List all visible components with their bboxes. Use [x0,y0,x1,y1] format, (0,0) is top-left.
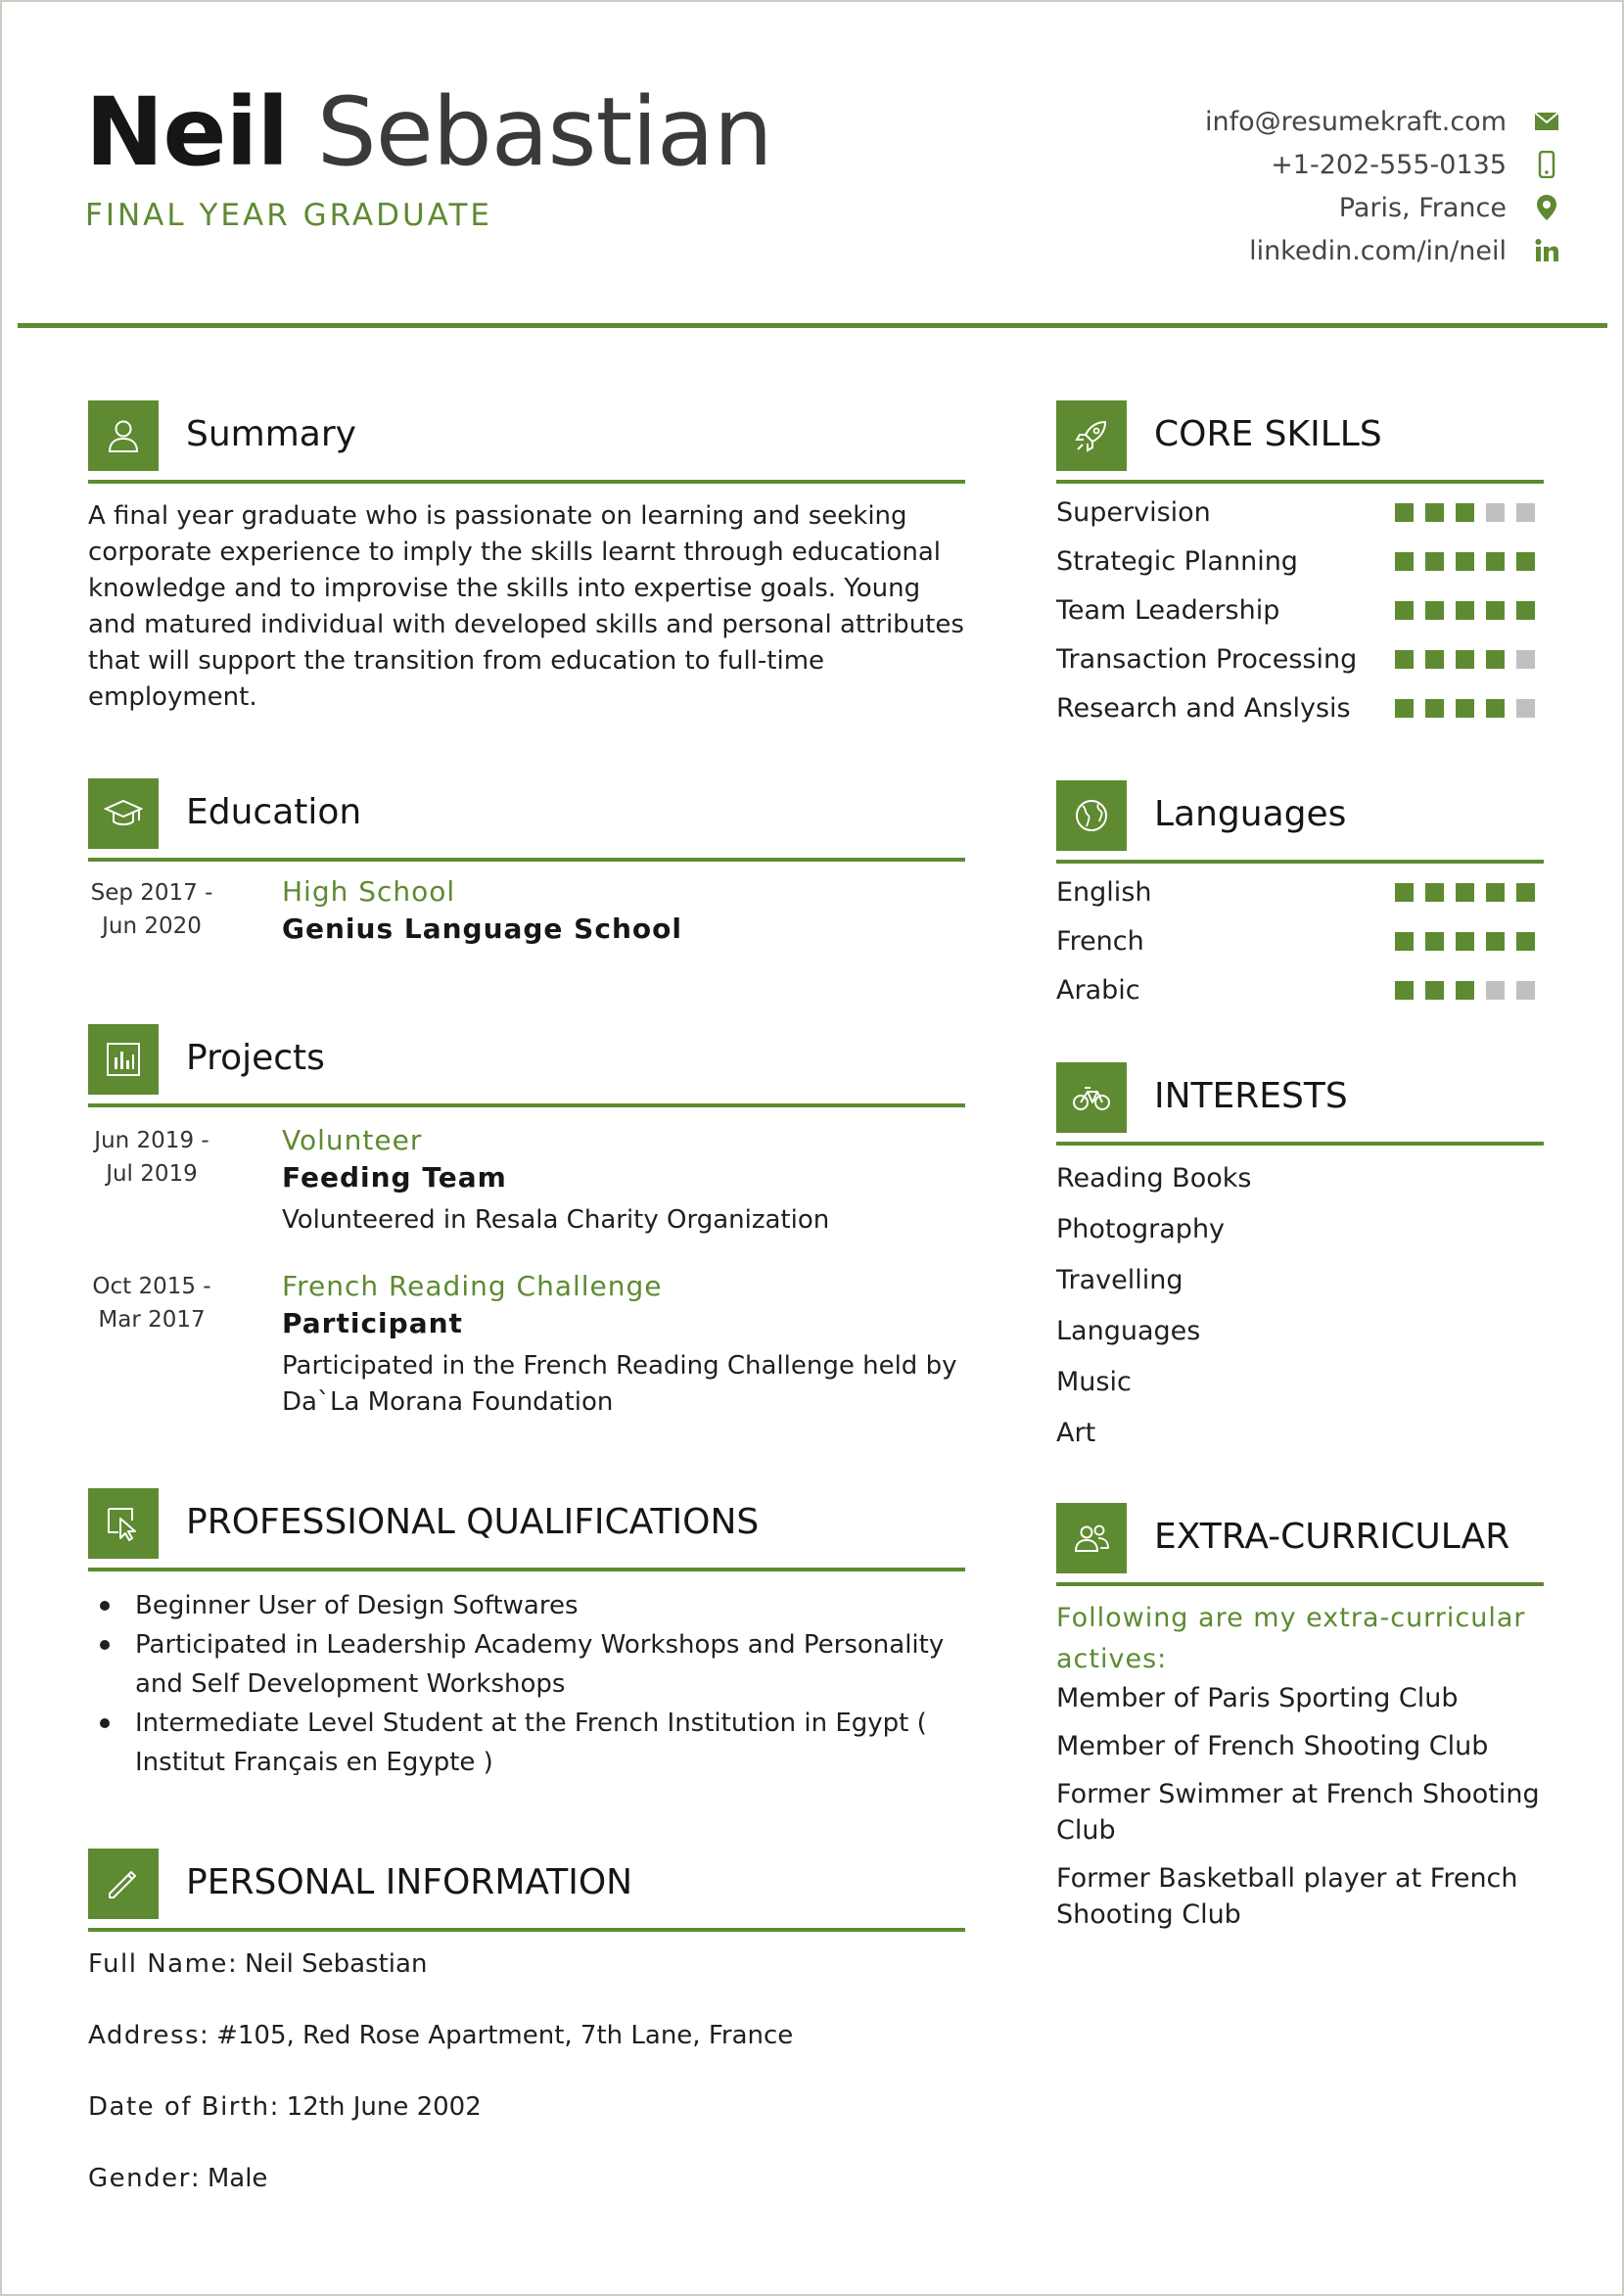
bicycle-icon [1056,1062,1127,1133]
project-date [88,1124,215,1191]
bar-chart-icon [88,1024,159,1095]
projects-section [88,1024,969,1417]
language-rating [1395,981,1547,1000]
rating-dot-empty [1516,981,1535,1000]
languages-header [1056,780,1546,851]
rating-dot-filled [1425,981,1444,1000]
interests-title: INTERESTS [1154,1076,1348,1116]
rating-dot-empty [1486,981,1505,1000]
first-name: Neil [85,77,289,187]
personal-label: Date of Birth [88,2092,270,2122]
skill-rating [1395,699,1547,718]
personal-value: : #105, Red Rose Apartment, 7th Lane, France [200,2021,794,2050]
rating-dot-filled [1516,883,1535,902]
skill-name: Supervision [1056,497,1211,528]
globe-icon [1056,780,1127,851]
extra-curricular-content [1056,1598,1546,1945]
skill-row [1056,493,1546,542]
education-details [282,873,682,948]
skills-section [1056,400,1546,724]
rating-dot-filled [1456,981,1474,1000]
language-row [1056,922,1546,971]
skills-title: CORE SKILLS [1154,414,1382,454]
personal-row [88,2161,969,2232]
rating-dot-filled [1486,883,1505,902]
skill-name: Strategic Planning [1056,546,1298,577]
interest-item: Music [1056,1367,1132,1397]
project-name: French Reading Challenge [282,1270,663,1302]
personal-info-header [88,1849,969,1919]
contact-email[interactable] [1052,100,1561,143]
rating-dot-filled [1425,699,1444,718]
skills-list [1056,493,1546,738]
rating-dot-filled [1456,601,1474,620]
language-name: French [1056,926,1144,957]
rating-dot-empty [1486,503,1505,522]
rating-dot-empty [1516,699,1535,718]
extra-curricular-rule [1056,1582,1544,1586]
date-end: Mar 2017 [98,1307,206,1333]
personal-label: Full Name [88,1949,228,1979]
rating-dot-filled [1395,552,1414,571]
summary-header [88,400,969,471]
cursor-click-icon [88,1488,159,1559]
personal-row [88,1946,969,2018]
education-header [88,778,969,849]
skill-rating [1395,650,1547,669]
project-description: Volunteered in Resala Charity Organization [282,1205,830,1235]
skill-row [1056,640,1546,689]
interests-rule [1056,1142,1544,1146]
language-row [1056,971,1546,1020]
rating-dot-filled [1456,932,1474,951]
languages-rule [1056,860,1544,864]
rating-dot-filled [1395,503,1414,522]
contact-block [1052,100,1561,272]
rating-dot-filled [1425,503,1444,522]
project-description: Participated in the French Reading Challenge held by Da`La Morana Foundation [282,1351,957,1417]
skill-name: Team Leadership [1056,595,1280,626]
date-end: Jul 2019 [106,1161,198,1187]
project-name: Volunteer [282,1124,423,1156]
rating-dot-filled [1425,932,1444,951]
school-name: Genius Language School [282,913,682,945]
project-role: Feeding Team [282,1161,507,1194]
project-entry [88,1270,969,1417]
graduation-cap-icon [88,778,159,849]
extra-curricular-section [1056,1503,1546,1930]
skill-rating [1395,552,1547,571]
interests-section [1056,1062,1546,1448]
list-item: Participated in Leadership Academy Workshops and Personality and Self Development Workshops [88,1625,969,1704]
qualifications-list [88,1586,969,1782]
header-divider [18,323,1607,328]
interest-item: Travelling [1056,1265,1183,1295]
personal-info-section [88,1849,969,2193]
skill-rating [1395,503,1547,522]
rating-dot-filled [1486,650,1505,669]
interest-item: Reading Books [1056,1163,1252,1194]
summary-rule [88,480,965,484]
interest-item: Art [1056,1418,1096,1448]
extra-curricular-lead: Following are my extra-curricular actives: [1056,1603,1526,1674]
rating-dot-empty [1516,650,1535,669]
projects-rule [88,1103,965,1107]
pencil-icon [88,1849,159,1919]
language-rating [1395,932,1547,951]
list-item: Beginner User of Design Softwares [88,1586,969,1625]
resume-header [2,2,1622,325]
skill-row [1056,542,1546,591]
rating-dot-empty [1516,503,1535,522]
extra-curricular-header [1056,1503,1546,1573]
interests-header [1056,1062,1546,1133]
qualifications-header [88,1488,969,1559]
skill-name: Research and Anslysis [1056,693,1351,724]
language-rating [1395,883,1547,902]
summary-title: Summary [186,414,356,454]
last-name: Sebastian [316,77,772,187]
date-start: Oct 2015 - [92,1274,211,1299]
language-name: Arabic [1056,975,1140,1006]
summary-section [88,400,969,712]
skill-name: Transaction Processing [1056,644,1358,675]
contact-email-text[interactable]: info@resumekraft.com [1205,106,1507,137]
skill-row [1056,689,1546,738]
user-icon [88,400,159,471]
personal-info-title: PERSONAL INFORMATION [186,1862,633,1902]
personal-value: : Male [190,2164,268,2193]
skills-header [1056,400,1546,471]
rating-dot-filled [1486,932,1505,951]
rocket-icon [1056,400,1127,471]
rating-dot-filled [1456,503,1474,522]
rating-dot-filled [1516,552,1535,571]
contact-linkedin[interactable] [1052,229,1561,272]
group-icon [1056,1503,1127,1573]
personal-label: Address [88,2021,201,2050]
rating-dot-filled [1486,601,1505,620]
contact-phone[interactable] [1052,143,1561,186]
degree: High School [282,875,456,908]
projects-title: Projects [186,1038,325,1078]
education-rule [88,858,965,862]
rating-dot-filled [1516,601,1535,620]
languages-title: Languages [1154,794,1347,834]
rating-dot-filled [1456,699,1474,718]
list-item: Intermediate Level Student at the French Institution in Egypt ( Institut Français en Egypte ) [88,1704,969,1782]
skills-rule [1056,480,1544,484]
interest-item: Photography [1056,1214,1226,1244]
education-date [88,876,215,943]
rating-dot-filled [1425,883,1444,902]
contact-location-text: Paris, France [1338,192,1507,223]
extra-curricular-item: Member of Paris Sporting Club [1056,1683,1459,1713]
date-start: Sep 2017 - [90,880,213,906]
personal-row [88,2018,969,2089]
qualifications-rule [88,1568,965,1571]
personal-label: Gender [88,2164,191,2193]
qualifications-section [88,1488,969,1777]
extra-curricular-item: Former Swimmer at French Shooting Club [1056,1779,1540,1846]
education-section [88,778,969,945]
rating-dot-filled [1395,699,1414,718]
linkedin-icon [1532,236,1561,265]
envelope-icon [1532,107,1561,136]
skill-row [1056,591,1546,640]
extra-curricular-item: Member of French Shooting Club [1056,1731,1489,1761]
rating-dot-filled [1456,883,1474,902]
extra-curricular-item: Former Basketball player at French Shooting Club [1056,1863,1518,1930]
rating-dot-filled [1486,699,1505,718]
summary-text: A final year graduate who is passionate on learning and seeking corporate experience to imply the skills learnt through educational knowledge and to improvise the skills into expertise goals. Young and matured individual with developed skills and personal attributes that will support the transition from education to full-time employment. [88,501,964,712]
rating-dot-filled [1486,552,1505,571]
rating-dot-filled [1395,601,1414,620]
rating-dot-filled [1395,650,1414,669]
project-details [282,1268,967,1421]
personal-value: : Neil Sebastian [227,1949,428,1979]
languages-section [1056,780,1546,1006]
extra-curricular-title: EXTRA-CURRICULAR [1154,1517,1510,1557]
qualifications-title: PROFESSIONAL QUALIFICATIONS [186,1502,760,1542]
phone-icon [1532,150,1561,179]
personal-row [88,2089,969,2161]
language-row [1056,873,1546,922]
project-details [282,1122,967,1239]
project-role: Participant [282,1307,463,1339]
contact-linkedin-text[interactable]: linkedin.com/in/neil [1249,235,1507,266]
rating-dot-filled [1425,650,1444,669]
personal-info-list [88,1946,969,2232]
education-title: Education [186,792,362,832]
date-end: Jun 2020 [102,914,202,939]
skill-rating [1395,601,1547,620]
rating-dot-filled [1456,552,1474,571]
project-date [88,1270,215,1336]
education-entry [88,876,969,955]
contact-phone-text[interactable]: +1-202-555-0135 [1271,149,1507,180]
language-name: English [1056,877,1152,908]
rating-dot-filled [1516,932,1535,951]
rating-dot-filled [1395,883,1414,902]
projects-header [88,1024,969,1095]
rating-dot-filled [1395,932,1414,951]
personal-value: : 12th June 2002 [269,2092,482,2122]
rating-dot-filled [1425,552,1444,571]
interests-list [1056,1153,1546,1459]
job-title: FINAL YEAR GRADUATE [85,198,493,233]
languages-list [1056,873,1546,1020]
map-pin-icon [1532,193,1561,222]
project-entry [88,1124,969,1242]
candidate-name [85,77,772,187]
rating-dot-filled [1425,601,1444,620]
rating-dot-filled [1456,650,1474,669]
rating-dot-filled [1395,981,1414,1000]
personal-info-rule [88,1928,965,1932]
contact-location [1052,186,1561,229]
date-start: Jun 2019 - [94,1128,209,1153]
interest-item: Languages [1056,1316,1201,1346]
